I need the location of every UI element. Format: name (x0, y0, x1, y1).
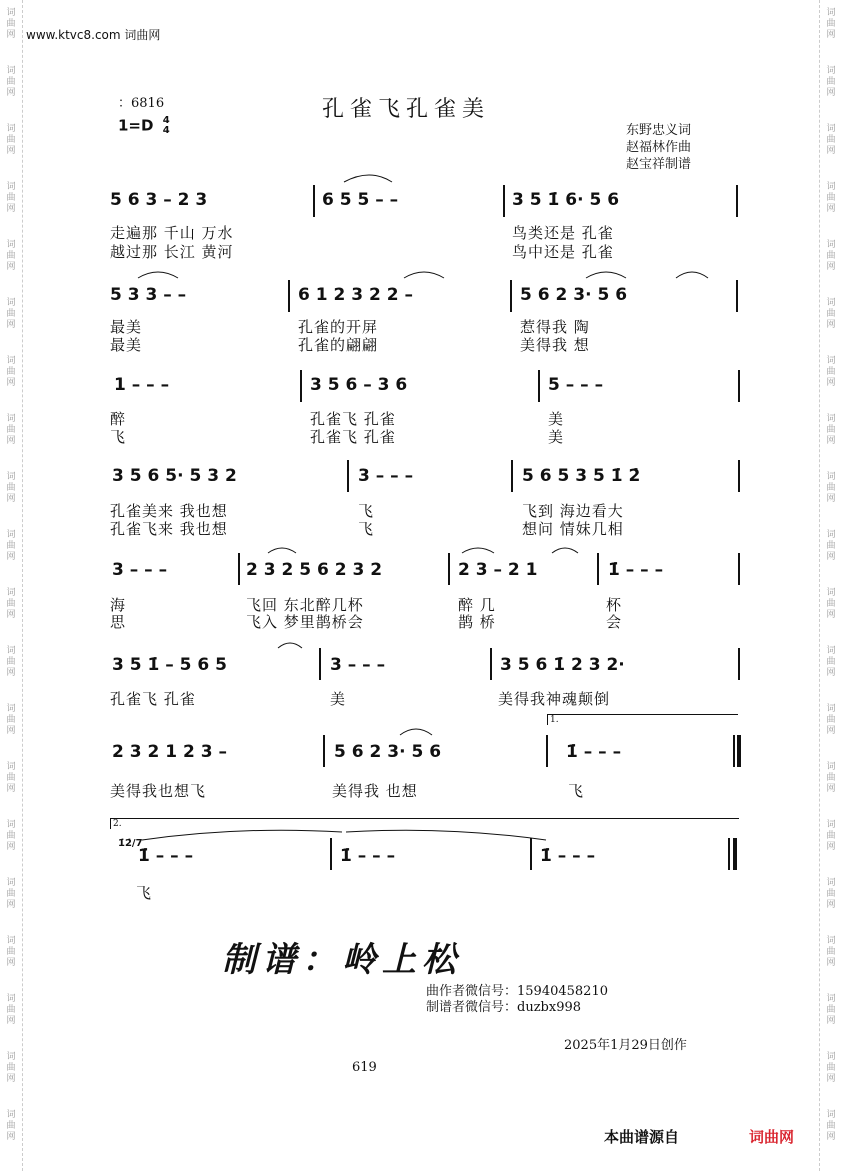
watermark-text: 词 曲 网 (6, 820, 16, 852)
row3-measure3: 5 – – – (548, 375, 604, 395)
row5-measure3: 2 3 – 2 1 (458, 560, 538, 580)
row2-lyric2-c: 美得我 想 (520, 336, 590, 354)
row8-measure2: 1̇ – – – (340, 846, 396, 866)
watermark-text: 词 曲 网 (6, 704, 16, 736)
watermark-text: 词 曲 网 (6, 994, 16, 1026)
watermark-text: 词 曲 网 (6, 124, 16, 156)
score-number: ：6816 (118, 96, 165, 111)
row5-lyric2-a: 思 (110, 613, 127, 631)
volta-first-ending: 1. (547, 714, 738, 725)
row6-lyric-b: 美 (330, 690, 347, 708)
page-number: 619 (352, 1060, 377, 1075)
watermark-text: 词 曲 网 (826, 240, 836, 272)
watermark-text: 词 曲 网 (6, 66, 16, 98)
time-bottom: 4 (162, 125, 170, 136)
row3-lyric2-c: 美 (548, 428, 565, 446)
watermark-text: 词 曲 网 (826, 414, 836, 446)
row4-measure3: 5 6 5 3 5 1̇ 2̇ (522, 466, 641, 486)
row5-measure4: 1̇ – – – (608, 560, 664, 580)
watermark-text: 词 曲 网 (6, 182, 16, 214)
source-label: 本曲谱源自 (604, 1128, 680, 1146)
row2-measure2: 6 1 2 3 2 2 – (298, 285, 413, 305)
row8-lyric-a: 飞 (136, 884, 153, 902)
row2-lyric2-a: 最美 (110, 336, 143, 354)
row5-lyric1-a: 海 (110, 596, 127, 614)
row4-lyric2-b: 飞 (358, 520, 375, 538)
watermark-text: 词 曲 网 (6, 1052, 16, 1084)
row2-measure3: 5 6 2 3· 5 6 (520, 285, 628, 305)
watermark-text: 词 曲 网 (6, 472, 16, 504)
row1-measure1: 5 6 3 – 2 3 (110, 190, 208, 210)
row6-measure1: 3 5 1̇ – 5 6 5 (112, 655, 227, 675)
row3-lyric2-b: 孔雀飞 孔雀 (310, 428, 396, 446)
watermark-text: 词 曲 网 (826, 124, 836, 156)
row5-lyric2-b: 飞入 梦里鹊桥会 (246, 613, 364, 631)
row4-measure1: 3 5 6 5· 5 3 2 (112, 466, 237, 486)
row5-lyric2-d: 会 (606, 613, 623, 631)
row3-measure2: 3 5 6 – 3 6 (310, 375, 408, 395)
arranger-wechat: 制谱者微信号：duzbx998 (426, 1000, 582, 1015)
composition-date: 2025年1月29日创作 (564, 1038, 687, 1053)
watermark-text: 词 曲 网 (826, 704, 836, 736)
watermark-text: 词 曲 网 (826, 1052, 836, 1084)
row5-lyric1-c: 醉 几 (458, 596, 496, 614)
row4-lyric1-a: 孔雀美来 我也想 (110, 502, 228, 520)
row1-lyric1-c: 鸟类还是 孔雀 (512, 224, 614, 242)
composer-wechat: 曲作者微信号：15940458210 (426, 984, 608, 999)
row3-lyric1-c: 美 (548, 410, 565, 428)
watermark-text: 词 曲 网 (826, 588, 836, 620)
row2-measure1: 5 3 3 – – (110, 285, 187, 305)
watermark-text: 词 曲 网 (6, 414, 16, 446)
row6-measure3: 3 5 6 1̇ 2 3 2· (500, 655, 625, 675)
arranger-credit: 赵宝祥制谱 (626, 157, 692, 172)
row1-lyric2-a: 越过那 长江 黄河 (110, 243, 234, 261)
watermark-text: 词 曲 网 (826, 762, 836, 794)
row5-lyric2-c: 鹊 桥 (458, 613, 496, 631)
grace-notes: 1̇2̇/7 (118, 838, 143, 849)
row6-lyric-a: 孔雀飞 孔雀 (110, 690, 196, 708)
watermark-text: 词 曲 网 (826, 298, 836, 330)
key-label: 1=D (118, 116, 154, 135)
watermark-text: 词 曲 网 (826, 820, 836, 852)
watermark-text: 词 曲 网 (826, 472, 836, 504)
contact-info (426, 984, 608, 1016)
row7-lyric-a: 美得我也想飞 (110, 782, 207, 800)
row4-lyric1-c: 飞到 海边看大 (522, 502, 624, 520)
row7-measure3: 1̇ – – – (566, 742, 622, 762)
song-title: 孔雀飞孔雀美 (322, 97, 491, 122)
watermark-text: 词 曲 网 (826, 182, 836, 214)
time-top: 4 (162, 115, 170, 126)
row4-lyric1-b: 飞 (358, 502, 375, 520)
row7-measure2: 5 6 2 3· 5 6 (334, 742, 442, 762)
row5-lyric1-b: 飞回 东北醉几杯 (246, 596, 364, 614)
row8-measure1: 1̇ – – – (138, 846, 194, 866)
row5-measure1: 3 – – – (112, 560, 168, 580)
row3-lyric1-a: 醉 (110, 410, 127, 428)
watermark-text: 词 曲 网 (6, 878, 16, 910)
watermark-text: 词 曲 网 (6, 936, 16, 968)
watermark-text: 词 曲 网 (6, 1110, 16, 1142)
row1-measure2: 6 5 5 – – (322, 190, 399, 210)
watermark-text: 词 曲 网 (826, 8, 836, 40)
row5-lyric1-d: 杯 (606, 596, 623, 614)
row4-lyric2-c: 想问 情妹几相 (522, 520, 624, 538)
row3-lyric1-b: 孔雀飞 孔雀 (310, 410, 396, 428)
row3-measure1: 1 – – – (114, 375, 170, 395)
watermark-text: 词 曲 网 (6, 530, 16, 562)
watermark-text: 词 曲 网 (826, 66, 836, 98)
row8-measure3: 1̇ – – – (540, 846, 596, 866)
site-url[interactable]: www.ktvc8.com 词曲网 (26, 28, 161, 42)
row1-lyric1-a: 走遍那 千山 万水 (110, 224, 234, 242)
row3-lyric2-a: 飞 (110, 428, 127, 446)
row4-lyric2-a: 孔雀飞来 我也想 (110, 520, 228, 538)
row7-measure1: 2 3 2 1 2 3 – (112, 742, 227, 762)
watermark-text: 词 曲 网 (826, 936, 836, 968)
row4-measure2: 3 – – – (358, 466, 414, 486)
row2-lyric1-a: 最美 (110, 318, 143, 336)
watermark-text: 词 曲 网 (6, 646, 16, 678)
arranger-signature: 制谱：岭上松 (222, 940, 462, 980)
watermark-text: 词 曲 网 (826, 994, 836, 1026)
watermark-text: 词 曲 网 (6, 762, 16, 794)
row2-lyric2-b: 孔雀的翩翩 (298, 336, 379, 354)
row2-lyric1-b: 孔雀的开屏 (298, 318, 379, 336)
row5-measure2: 2 3 2 5 6 2 3 2 (246, 560, 383, 580)
watermark-text: 词 曲 网 (6, 356, 16, 388)
watermark-text: 词 曲 网 (826, 356, 836, 388)
lyricist-credit: 东野忠义词 (626, 123, 692, 138)
watermark-text: 词 曲 网 (6, 298, 16, 330)
watermark-text: 词 曲 网 (826, 646, 836, 678)
watermark-text: 词 曲 网 (826, 1110, 836, 1142)
watermark-text: 词 曲 网 (6, 240, 16, 272)
row1-measure3: 3 5 1̇ 6· 5 6 (512, 190, 620, 210)
watermark-text: 词 曲 网 (826, 530, 836, 562)
row6-measure2: 3 – – – (330, 655, 386, 675)
composer-credit: 赵福林作曲 (626, 140, 692, 155)
watermark-text: 词 曲 网 (826, 878, 836, 910)
source-site-link[interactable]: 词曲网 (749, 1128, 795, 1146)
row7-lyric-b: 美得我 也想 (332, 782, 418, 800)
row6-lyric-c: 美得我神魂颠倒 (498, 690, 611, 708)
watermark-text: 词 曲 网 (6, 588, 16, 620)
row2-lyric1-c: 惹得我 陶 (520, 318, 590, 336)
row1-lyric2-c: 鸟中还是 孔雀 (512, 243, 614, 261)
volta-second-ending: 2. (110, 818, 739, 829)
watermark-text: 词 曲 网 (6, 8, 16, 40)
row7-lyric-c: 飞 (568, 782, 585, 800)
